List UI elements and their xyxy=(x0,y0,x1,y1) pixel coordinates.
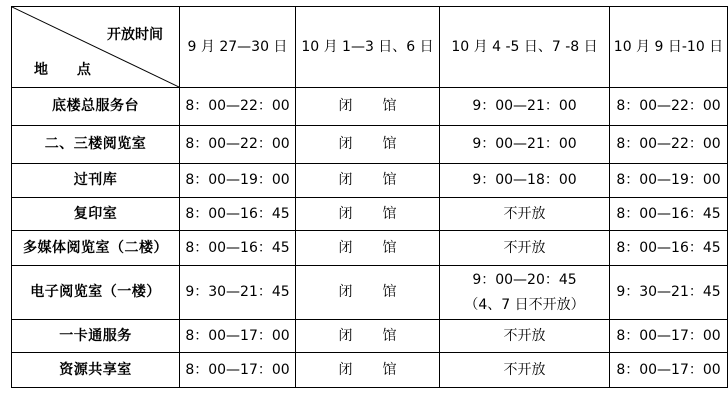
hours-oct-1-3-6 xyxy=(296,266,440,320)
hours-line: 不开放 xyxy=(503,327,546,344)
closed-char-1: 闭 xyxy=(338,205,353,222)
table-row xyxy=(12,266,728,320)
hours-note: （4、7 日不开放） xyxy=(464,296,585,313)
table-row xyxy=(12,231,728,266)
hours-sep-27-30: 9：30—21：45 xyxy=(180,266,296,320)
closed-char-1: 闭 xyxy=(338,239,353,256)
hours-oct-9-10: 9：30—21：45 xyxy=(610,266,728,320)
hours-oct-4-5-7-8 xyxy=(440,353,610,388)
header-col-3: 10 月 4 -5 日、7 -8 日 xyxy=(440,7,610,88)
hours-sep-27-30: 8：00—22：00 xyxy=(180,126,296,164)
location-cell: 资源共享室 xyxy=(12,353,180,388)
hours-line: 9：00—20：45 xyxy=(472,271,577,288)
location-cell: 二、三楼阅览室 xyxy=(12,126,180,164)
closed-char-2: 馆 xyxy=(382,172,397,188)
hours-sep-27-30: 8：00—22：00 xyxy=(180,88,296,126)
location-cell: 电子阅览室（一楼） xyxy=(12,266,180,320)
location-cell: 过刊库 xyxy=(12,164,180,198)
hours-oct-1-3-6 xyxy=(296,126,440,164)
closed-char-1: 闭 xyxy=(338,136,353,152)
hours-oct-1-3-6 xyxy=(296,320,440,353)
hours-oct-4-5-7-8 xyxy=(440,164,610,198)
hours-oct-9-10: 8：00—17：00 xyxy=(610,320,728,353)
closed-char-1: 闭 xyxy=(338,98,353,114)
table-row xyxy=(12,353,728,388)
table-row xyxy=(12,88,728,126)
hours-oct-4-5-7-8 xyxy=(440,198,610,231)
hours-line: 不开放 xyxy=(503,239,546,256)
hours-oct-4-5-7-8 xyxy=(440,231,610,266)
closed-char-2: 馆 xyxy=(382,284,397,300)
table-row xyxy=(12,198,728,231)
closed-char-2: 馆 xyxy=(382,205,397,222)
hours-line: 不开放 xyxy=(503,361,546,378)
closed-char-1: 闭 xyxy=(338,327,353,344)
hours-sep-27-30: 8：00—16：45 xyxy=(180,198,296,231)
hours-oct-4-5-7-8 xyxy=(440,88,610,126)
closed-char-2: 馆 xyxy=(382,239,397,256)
hours-line: 9：00—18：00 xyxy=(472,172,577,188)
closed-char-1: 闭 xyxy=(338,172,353,188)
hours-oct-9-10: 8：00—19：00 xyxy=(610,164,728,198)
hours-line: 9：00—21：00 xyxy=(472,136,577,152)
header-col-1: 9 月 27—30 日 xyxy=(180,7,296,88)
hours-oct-9-10: 8：00—16：45 xyxy=(610,198,728,231)
closed-char-2: 馆 xyxy=(382,136,397,152)
closed-char-1: 闭 xyxy=(338,284,353,300)
hours-oct-1-3-6 xyxy=(296,164,440,198)
hours-oct-9-10: 8：00—22：00 xyxy=(610,88,728,126)
hours-line: 不开放 xyxy=(503,205,546,222)
closed-char-2: 馆 xyxy=(382,98,397,114)
hours-oct-4-5-7-8 xyxy=(440,266,610,320)
hours-sep-27-30: 8：00—17：00 xyxy=(180,353,296,388)
hours-sep-27-30: 8：00—16：45 xyxy=(180,231,296,266)
location-cell: 底楼总服务台 xyxy=(12,88,180,126)
hours-line: 9：00—21：00 xyxy=(472,98,577,114)
table-row xyxy=(12,320,728,353)
header-col-2: 10 月 1—3 日、6 日 xyxy=(296,7,440,88)
hours-oct-9-10: 8：00—22：00 xyxy=(610,126,728,164)
hours-oct-9-10: 8：00—17：00 xyxy=(610,353,728,388)
header-row xyxy=(12,7,728,88)
closed-char-1: 闭 xyxy=(338,361,353,378)
hours-oct-1-3-6 xyxy=(296,198,440,231)
hours-oct-9-10: 8：00—16：45 xyxy=(610,231,728,266)
corner-cell xyxy=(12,7,180,88)
corner-time-label: 开放时间 xyxy=(107,27,163,43)
header-col-4: 10 月 9 日-10 日 xyxy=(610,7,728,88)
location-cell: 一卡通服务 xyxy=(12,320,180,353)
location-cell: 复印室 xyxy=(12,198,180,231)
hours-oct-1-3-6 xyxy=(296,353,440,388)
hours-oct-1-3-6 xyxy=(296,88,440,126)
hours-sep-27-30: 8：00—19：00 xyxy=(180,164,296,198)
table-row xyxy=(12,126,728,164)
table-row xyxy=(12,164,728,198)
corner-location-label: 地 点 xyxy=(34,62,103,78)
location-cell: 多媒体阅览室（二楼） xyxy=(12,231,180,266)
closed-char-2: 馆 xyxy=(382,361,397,378)
closed-char-2: 馆 xyxy=(382,327,397,344)
hours-oct-1-3-6 xyxy=(296,231,440,266)
hours-sep-27-30: 8：00—17：00 xyxy=(180,320,296,353)
hours-oct-4-5-7-8 xyxy=(440,320,610,353)
hours-oct-4-5-7-8 xyxy=(440,126,610,164)
opening-hours-table xyxy=(11,6,728,388)
